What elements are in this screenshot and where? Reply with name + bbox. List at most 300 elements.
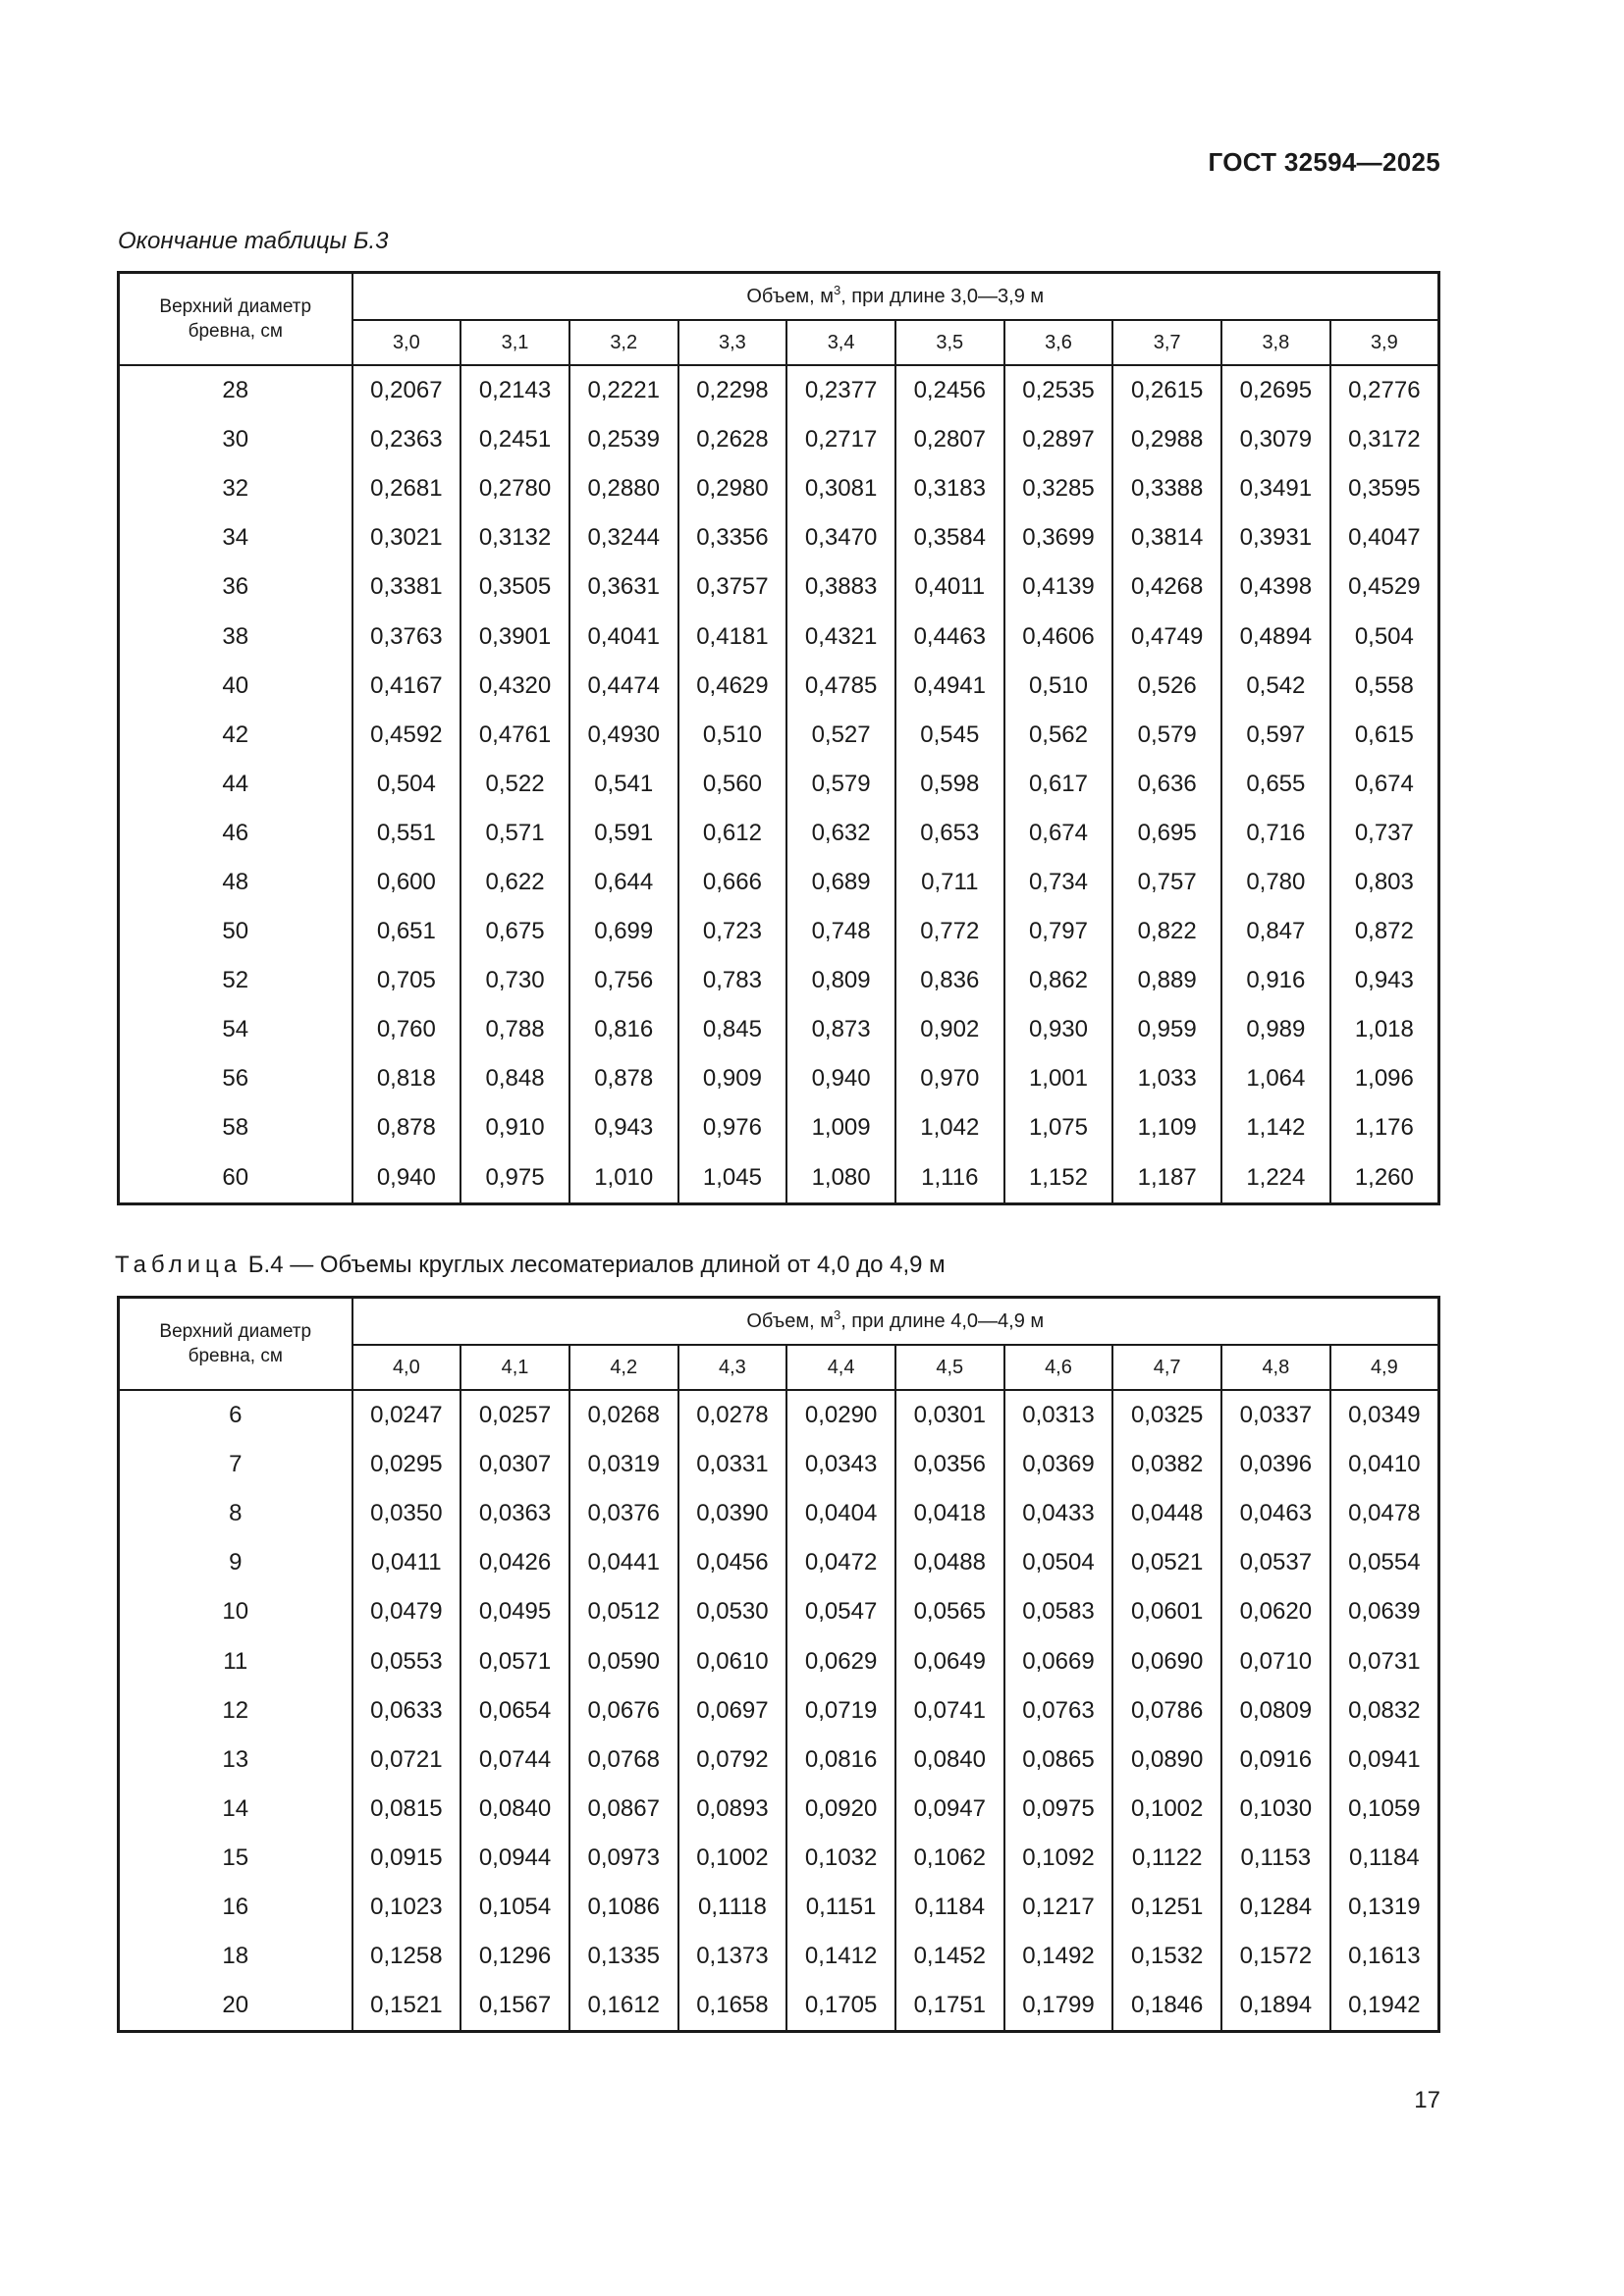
volume-cell: 0,4941	[895, 662, 1004, 711]
length-header-cell: 3,3	[678, 320, 787, 365]
volume-cell: 0,0448	[1112, 1489, 1221, 1538]
volume-table-3	[117, 271, 1440, 1205]
volume-cell: 1,075	[1004, 1103, 1113, 1152]
volume-cell: 0,1572	[1221, 1932, 1330, 1981]
table-row	[119, 1981, 1439, 2032]
volume-cell: 0,0504	[1004, 1538, 1113, 1587]
volume-header-pre: Объем, м	[746, 1309, 834, 1332]
diameter-header-line2: бревна, см	[188, 1346, 283, 1366]
volume-cell: 0,1335	[569, 1932, 678, 1981]
volume-cell: 0,0947	[895, 1785, 1004, 1834]
volume-cell: 0,2363	[352, 415, 461, 464]
volume-cell: 0,847	[1221, 907, 1330, 956]
volume-header-sup: 3	[833, 1307, 841, 1322]
volume-cell: 0,1452	[895, 1932, 1004, 1981]
volume-cell: 1,187	[1112, 1153, 1221, 1204]
diameter-cell: 48	[119, 858, 352, 907]
volume-cell: 0,591	[569, 809, 678, 858]
table-row	[119, 711, 1439, 760]
volume-cell: 0,0521	[1112, 1538, 1221, 1587]
table-row	[119, 1686, 1439, 1735]
volume-cell: 0,0331	[678, 1440, 787, 1489]
volume-cell: 0,0290	[786, 1390, 895, 1440]
volume-cell: 0,651	[352, 907, 461, 956]
length-header-cell: 3,6	[1004, 320, 1113, 365]
volume-cell: 0,579	[786, 760, 895, 809]
volume-cell: 0,1258	[352, 1932, 461, 1981]
volume-cell: 0,848	[460, 1054, 569, 1103]
volume-cell: 0,930	[1004, 1005, 1113, 1054]
volume-cell: 0,0390	[678, 1489, 787, 1538]
volume-cell: 0,1118	[678, 1883, 787, 1932]
volume-cell: 0,510	[678, 711, 787, 760]
length-header-cell: 3,8	[1221, 320, 1330, 365]
volume-cell: 0,1284	[1221, 1883, 1330, 1932]
volume-cell: 0,0530	[678, 1587, 787, 1636]
volume-cell: 1,045	[678, 1153, 787, 1204]
volume-cell: 1,018	[1330, 1005, 1439, 1054]
volume-cell: 1,142	[1221, 1103, 1330, 1152]
diameter-cell: 14	[119, 1785, 352, 1834]
diameter-cell: 16	[119, 1883, 352, 1932]
volume-cell: 0,716	[1221, 809, 1330, 858]
volume-cell: 0,542	[1221, 662, 1330, 711]
volume-cell: 0,0973	[569, 1834, 678, 1883]
volume-cell: 0,0363	[460, 1489, 569, 1538]
volume-cell: 0,902	[895, 1005, 1004, 1054]
volume-cell: 0,2776	[1330, 365, 1439, 415]
volume-cell: 0,4320	[460, 662, 569, 711]
volume-cell: 0,0441	[569, 1538, 678, 1587]
volume-cell: 0,3931	[1221, 513, 1330, 562]
volume-cell: 0,976	[678, 1103, 787, 1152]
table-row	[119, 1390, 1439, 1440]
volume-header	[352, 1298, 1439, 1346]
volume-cell: 0,0325	[1112, 1390, 1221, 1440]
volume-cell: 0,612	[678, 809, 787, 858]
volume-cell: 0,1373	[678, 1932, 787, 1981]
diameter-header-line1: Верхний диаметр	[159, 296, 312, 317]
volume-cell: 0,0356	[895, 1440, 1004, 1489]
length-header-cell: 4,0	[352, 1345, 461, 1390]
table1-caption: Окончание таблицы Б.3	[118, 228, 389, 254]
volume-cell: 0,2456	[895, 365, 1004, 415]
volume-cell: 0,0553	[352, 1636, 461, 1685]
volume-cell: 0,4181	[678, 612, 787, 661]
volume-cell: 0,0404	[786, 1489, 895, 1538]
volume-cell: 0,3470	[786, 513, 895, 562]
diameter-cell: 38	[119, 612, 352, 661]
volume-cell: 0,0676	[569, 1686, 678, 1735]
volume-header-sup: 3	[833, 282, 841, 297]
volume-cell: 0,0649	[895, 1636, 1004, 1685]
volume-cell: 0,2628	[678, 415, 787, 464]
volume-cell: 1,064	[1221, 1054, 1330, 1103]
volume-cell: 0,597	[1221, 711, 1330, 760]
volume-cell: 0,705	[352, 956, 461, 1005]
volume-cell: 0,0590	[569, 1636, 678, 1685]
volume-cell: 0,522	[460, 760, 569, 809]
volume-cell: 0,1023	[352, 1883, 461, 1932]
volume-cell: 0,0554	[1330, 1538, 1439, 1587]
volume-cell: 0,780	[1221, 858, 1330, 907]
volume-cell: 0,4629	[678, 662, 787, 711]
volume-cell: 0,0731	[1330, 1636, 1439, 1685]
volume-cell: 0,0890	[1112, 1735, 1221, 1785]
table-row	[119, 1636, 1439, 1685]
volume-cell: 0,788	[460, 1005, 569, 1054]
diameter-cell: 13	[119, 1735, 352, 1785]
volume-cell: 0,0411	[352, 1538, 461, 1587]
volume-cell: 0,3388	[1112, 464, 1221, 513]
volume-cell: 0,2807	[895, 415, 1004, 464]
volume-cell: 0,1412	[786, 1932, 895, 1981]
table-row	[119, 1735, 1439, 1785]
volume-cell: 0,0610	[678, 1636, 787, 1685]
volume-cell: 0,0744	[460, 1735, 569, 1785]
diameter-cell: 34	[119, 513, 352, 562]
volume-cell: 0,0601	[1112, 1587, 1221, 1636]
volume-cell: 0,3285	[1004, 464, 1113, 513]
volume-cell: 0,4398	[1221, 562, 1330, 612]
volume-cell: 0,3491	[1221, 464, 1330, 513]
length-header-cell: 4,1	[460, 1345, 569, 1390]
volume-cell: 0,2988	[1112, 415, 1221, 464]
volume-cell: 0,803	[1330, 858, 1439, 907]
volume-cell: 0,510	[1004, 662, 1113, 711]
volume-cell: 0,878	[569, 1054, 678, 1103]
volume-cell: 0,2897	[1004, 415, 1113, 464]
volume-cell: 0,2695	[1221, 365, 1330, 415]
volume-cell: 0,695	[1112, 809, 1221, 858]
volume-cell: 1,001	[1004, 1054, 1113, 1103]
volume-cell: 0,0257	[460, 1390, 569, 1440]
volume-cell: 0,545	[895, 711, 1004, 760]
volume-cell: 0,1799	[1004, 1981, 1113, 2032]
volume-cell: 0,940	[352, 1153, 461, 1204]
volume-cell: 0,0301	[895, 1390, 1004, 1440]
volume-cell: 0,4592	[352, 711, 461, 760]
diameter-cell: 46	[119, 809, 352, 858]
volume-cell: 0,0786	[1112, 1686, 1221, 1735]
volume-cell: 0,1059	[1330, 1785, 1439, 1834]
volume-cell: 0,0418	[895, 1489, 1004, 1538]
volume-cell: 0,3356	[678, 513, 787, 562]
volume-cell: 0,617	[1004, 760, 1113, 809]
volume-cell: 0,0620	[1221, 1587, 1330, 1636]
volume-cell: 0,0495	[460, 1587, 569, 1636]
volume-cell: 0,1092	[1004, 1834, 1113, 1883]
volume-cell: 0,4529	[1330, 562, 1439, 612]
volume-cell: 0,0840	[460, 1785, 569, 1834]
volume-cell: 0,975	[460, 1153, 569, 1204]
table-row	[119, 1785, 1439, 1834]
volume-cell: 0,504	[352, 760, 461, 809]
volume-cell: 0,1942	[1330, 1981, 1439, 2032]
volume-cell: 0,0893	[678, 1785, 787, 1834]
volume-cell: 0,2780	[460, 464, 569, 513]
volume-cell: 1,080	[786, 1153, 895, 1204]
volume-cell: 0,3132	[460, 513, 569, 562]
volume-cell: 0,809	[786, 956, 895, 1005]
table-row	[119, 1054, 1439, 1103]
volume-cell: 0,4041	[569, 612, 678, 661]
volume-cell: 0,783	[678, 956, 787, 1005]
volume-cell: 0,0512	[569, 1587, 678, 1636]
table-body	[119, 365, 1439, 1203]
diameter-cell: 8	[119, 1489, 352, 1538]
volume-cell: 0,1705	[786, 1981, 895, 2032]
volume-cell: 0,772	[895, 907, 1004, 956]
volume-cell: 1,042	[895, 1103, 1004, 1152]
length-header-cell: 4,9	[1330, 1345, 1439, 1390]
table-row	[119, 1932, 1439, 1981]
volume-cell: 0,653	[895, 809, 1004, 858]
volume-cell: 0,4463	[895, 612, 1004, 661]
volume-cell: 0,3814	[1112, 513, 1221, 562]
volume-cell: 0,1894	[1221, 1981, 1330, 2032]
volume-cell: 0,872	[1330, 907, 1439, 956]
volume-cell: 0,0763	[1004, 1686, 1113, 1735]
volume-cell: 0,3505	[460, 562, 569, 612]
volume-cell: 0,757	[1112, 858, 1221, 907]
volume-cell: 0,0915	[352, 1834, 461, 1883]
length-header-cell: 4,7	[1112, 1345, 1221, 1390]
volume-table-4	[117, 1296, 1440, 2033]
length-header-cell: 4,6	[1004, 1345, 1113, 1390]
volume-cell: 1,116	[895, 1153, 1004, 1204]
volume-cell: 0,0479	[352, 1587, 461, 1636]
volume-cell: 0,0669	[1004, 1636, 1113, 1685]
volume-cell: 0,0337	[1221, 1390, 1330, 1440]
volume-cell: 0,1151	[786, 1883, 895, 1932]
volume-cell: 0,0350	[352, 1489, 461, 1538]
volume-cell: 0,0816	[786, 1735, 895, 1785]
table-row	[119, 415, 1439, 464]
volume-cell: 0,541	[569, 760, 678, 809]
table-row	[119, 1883, 1439, 1932]
volume-cell: 0,1086	[569, 1883, 678, 1932]
volume-cell: 0,3183	[895, 464, 1004, 513]
volume-cell: 1,224	[1221, 1153, 1330, 1204]
volume-cell: 0,571	[460, 809, 569, 858]
volume-cell: 0,0690	[1112, 1636, 1221, 1685]
volume-cell: 0,0719	[786, 1686, 895, 1735]
diameter-cell: 42	[119, 711, 352, 760]
volume-cell: 0,873	[786, 1005, 895, 1054]
diameter-cell: 54	[119, 1005, 352, 1054]
volume-cell: 0,0920	[786, 1785, 895, 1834]
diameter-cell: 7	[119, 1440, 352, 1489]
volume-cell: 1,009	[786, 1103, 895, 1152]
diameter-cell: 18	[119, 1932, 352, 1981]
volume-cell: 0,655	[1221, 760, 1330, 809]
volume-cell: 0,636	[1112, 760, 1221, 809]
volume-cell: 0,3381	[352, 562, 461, 612]
volume-cell: 0,711	[895, 858, 1004, 907]
volume-cell: 0,2298	[678, 365, 787, 415]
table2-caption-text: Б.4 — Объемы круглых лесоматериалов длиной от 4,0 до 4,9 м	[242, 1252, 946, 1278]
volume-cell: 0,666	[678, 858, 787, 907]
table-row	[119, 1834, 1439, 1883]
volume-cell: 0,562	[1004, 711, 1113, 760]
volume-cell: 0,0349	[1330, 1390, 1439, 1440]
volume-cell: 0,0944	[460, 1834, 569, 1883]
volume-cell: 0,0278	[678, 1390, 787, 1440]
volume-cell: 0,1062	[895, 1834, 1004, 1883]
table-row	[119, 612, 1439, 661]
volume-cell: 0,527	[786, 711, 895, 760]
table-row	[119, 562, 1439, 612]
volume-cell: 0,1153	[1221, 1834, 1330, 1883]
volume-cell: 0,3763	[352, 612, 461, 661]
table-body	[119, 1390, 1439, 2032]
diameter-cell: 36	[119, 562, 352, 612]
volume-cell: 0,1184	[1330, 1834, 1439, 1883]
volume-cell: 0,3021	[352, 513, 461, 562]
volume-cell: 0,989	[1221, 1005, 1330, 1054]
volume-cell: 0,4749	[1112, 612, 1221, 661]
volume-cell: 0,1751	[895, 1981, 1004, 2032]
volume-cell: 0,1296	[460, 1932, 569, 1981]
table-row	[119, 858, 1439, 907]
volume-header-pre: Объем, м	[746, 285, 834, 307]
diameter-cell: 15	[119, 1834, 352, 1883]
table-row	[119, 1153, 1439, 1204]
diameter-cell: 56	[119, 1054, 352, 1103]
diameter-cell: 11	[119, 1636, 352, 1685]
volume-cell: 0,2980	[678, 464, 787, 513]
volume-cell: 0,4047	[1330, 513, 1439, 562]
volume-cell: 0,504	[1330, 612, 1439, 661]
volume-cell: 0,0319	[569, 1440, 678, 1489]
volume-cell: 0,0941	[1330, 1735, 1439, 1785]
volume-cell: 0,4321	[786, 612, 895, 661]
volume-cell: 0,0343	[786, 1440, 895, 1489]
volume-cell: 0,2880	[569, 464, 678, 513]
volume-cell: 0,551	[352, 809, 461, 858]
length-header-cell: 3,9	[1330, 320, 1439, 365]
length-header-cell: 3,5	[895, 320, 1004, 365]
volume-cell: 0,0463	[1221, 1489, 1330, 1538]
volume-cell: 0,4606	[1004, 612, 1113, 661]
volume-cell: 0,0247	[352, 1390, 461, 1440]
volume-cell: 0,1002	[678, 1834, 787, 1883]
volume-cell: 0,0472	[786, 1538, 895, 1587]
diameter-cell: 28	[119, 365, 352, 415]
volume-cell: 0,818	[352, 1054, 461, 1103]
volume-cell: 0,0916	[1221, 1735, 1330, 1785]
volume-cell: 0,940	[786, 1054, 895, 1103]
table-row	[119, 365, 1439, 415]
volume-cell: 0,0547	[786, 1587, 895, 1636]
volume-cell: 0,0313	[1004, 1390, 1113, 1440]
volume-cell: 0,3079	[1221, 415, 1330, 464]
volume-cell: 0,675	[460, 907, 569, 956]
volume-cell: 0,1184	[895, 1883, 1004, 1932]
volume-cell: 0,615	[1330, 711, 1439, 760]
volume-cell: 0,0867	[569, 1785, 678, 1834]
volume-cell: 0,0639	[1330, 1587, 1439, 1636]
volume-cell: 1,260	[1330, 1153, 1439, 1204]
volume-cell: 0,560	[678, 760, 787, 809]
diameter-cell: 40	[119, 662, 352, 711]
volume-cell: 0,1054	[460, 1883, 569, 1932]
diameter-header	[119, 1298, 352, 1391]
length-header-cell: 4,4	[786, 1345, 895, 1390]
diameter-cell: 50	[119, 907, 352, 956]
volume-cell: 0,579	[1112, 711, 1221, 760]
table-row	[119, 1440, 1439, 1489]
document-standard-header: ГОСТ 32594—2025	[1208, 147, 1440, 177]
volume-cell: 0,2681	[352, 464, 461, 513]
volume-cell: 0,0268	[569, 1390, 678, 1440]
volume-cell: 0,2377	[786, 365, 895, 415]
length-header-cell: 3,4	[786, 320, 895, 365]
volume-cell: 0,1492	[1004, 1932, 1113, 1981]
volume-cell: 0,737	[1330, 809, 1439, 858]
table-row	[119, 809, 1439, 858]
volume-cell: 0,4930	[569, 711, 678, 760]
volume-cell: 0,748	[786, 907, 895, 956]
volume-cell: 0,1658	[678, 1981, 787, 2032]
volume-cell: 0,1521	[352, 1981, 461, 2032]
volume-cell: 0,816	[569, 1005, 678, 1054]
volume-cell: 0,3244	[569, 513, 678, 562]
volume-cell: 0,1612	[569, 1981, 678, 2032]
volume-cell: 0,0768	[569, 1735, 678, 1785]
volume-cell: 0,632	[786, 809, 895, 858]
diameter-cell: 10	[119, 1587, 352, 1636]
volume-cell: 0,4894	[1221, 612, 1330, 661]
volume-cell: 0,3584	[895, 513, 1004, 562]
volume-cell: 0,2067	[352, 365, 461, 415]
volume-cell: 0,0710	[1221, 1636, 1330, 1685]
volume-cell: 0,0840	[895, 1735, 1004, 1785]
volume-cell: 0,1567	[460, 1981, 569, 2032]
volume-cell: 0,4268	[1112, 562, 1221, 612]
table-row	[119, 513, 1439, 562]
volume-cell: 0,598	[895, 760, 1004, 809]
volume-cell: 0,558	[1330, 662, 1439, 711]
table-row	[119, 1489, 1439, 1538]
volume-cell: 0,3901	[460, 612, 569, 661]
diameter-cell: 58	[119, 1103, 352, 1152]
volume-cell: 0,622	[460, 858, 569, 907]
volume-cell: 0,1846	[1112, 1981, 1221, 2032]
volume-header	[352, 273, 1439, 321]
volume-cell: 0,3757	[678, 562, 787, 612]
volume-cell: 0,1002	[1112, 1785, 1221, 1834]
diameter-cell: 30	[119, 415, 352, 464]
volume-cell: 0,0382	[1112, 1440, 1221, 1489]
diameter-header-line1: Верхний диаметр	[159, 1321, 312, 1342]
volume-cell: 0,2451	[460, 415, 569, 464]
volume-cell: 0,0571	[460, 1636, 569, 1685]
diameter-cell: 12	[119, 1686, 352, 1735]
volume-cell: 0,878	[352, 1103, 461, 1152]
length-header-cell: 4,8	[1221, 1345, 1330, 1390]
diameter-cell: 9	[119, 1538, 352, 1587]
volume-cell: 0,1030	[1221, 1785, 1330, 1834]
table2-caption	[115, 1252, 946, 1279]
volume-cell: 0,3595	[1330, 464, 1439, 513]
volume-cell: 0,2539	[569, 415, 678, 464]
volume-cell: 0,797	[1004, 907, 1113, 956]
diameter-cell: 52	[119, 956, 352, 1005]
volume-cell: 0,0478	[1330, 1489, 1439, 1538]
table-row	[119, 662, 1439, 711]
